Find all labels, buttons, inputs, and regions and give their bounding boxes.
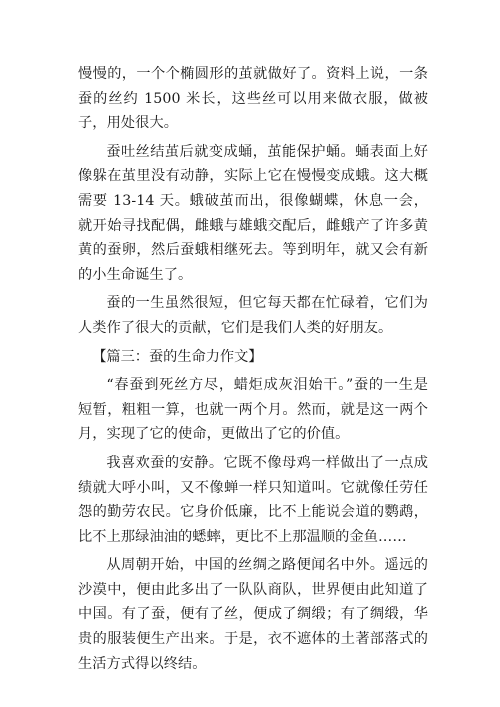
paragraph-1: 慢慢的，一个个椭圆形的茧就做好了。资料上说，一条蚕的丝约 1500 米长，这些丝可以用来做衣服，做被子，用处很大。 [78, 66, 428, 132]
paragraph-3: 蚕的一生虽然很短，但它每天都在忙碌着，它们为人类作了很大的贡献，它们是我们人类的好朋友。 [78, 295, 428, 336]
section-heading: 【篇三：蚕的生命力作文】 [92, 348, 263, 365]
paragraph-5: 我喜欢蚕的安静。它既不像母鸡一样做出了一点成绩就大呼小叫，又不像蝉一样只知道叫。它就像任劳任怨的勤劳农民。它身价低廉，比不上能说会道的鹦鹉，比不上那绿油油的蟋蟀，更比不上那温顺的金鱼…… [78, 454, 428, 545]
paragraph-6: 从周朝开始，中国的丝绸之路便闻名中外。遥远的沙漠中，便由此多出了一队队商队，世界便由此知道了中国。有了蚕，便有了丝，便成了绸缎；有了绸缎，华贵的服装便生产出来。于是，衣不遮体的土著部落式的生活方式得以终结。 [78, 557, 428, 672]
document-page [78, 62, 428, 680]
paragraph-2: 蚕吐丝结茧后就变成蛹，茧能保护蛹。蛹表面上好像躲在茧里没有动静，实际上它在慢慢变成蛾。这大概需要 13-14 天。蛾破茧而出，很像蝴蝶，休息一会，就开始寻找配偶，雌蛾与雄蛾交配后，雌蛾产了许多黄黄的蚕卵，然后蚕蛾相继死去。等到明年，就又会有新的小生命诞生了。 [78, 143, 428, 283]
paragraph-4: “春蚕到死丝方尽，蜡炬成灰泪始干。”蚕的一生是短暂，粗粗一算，也就一两个月。然而，就是这一两个月，实现了它的使命，更做出了它的价值。 [78, 377, 428, 443]
